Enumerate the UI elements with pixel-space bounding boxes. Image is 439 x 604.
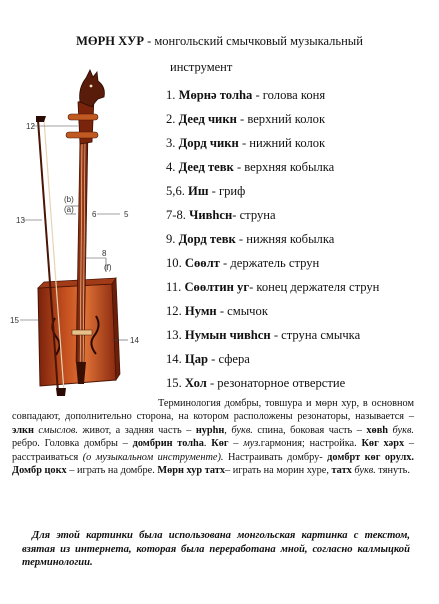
title-bold: МӨРН ХУР — [76, 34, 144, 48]
page-title-line2: инструмент — [170, 60, 233, 74]
figure-label-b: (b) — [64, 195, 74, 204]
part-term: Хол — [184, 376, 207, 390]
figure-label-14: 14 — [130, 336, 139, 345]
horse-head — [80, 70, 105, 107]
part-term: Сөөлт — [184, 256, 220, 270]
figure-label-a: (a) — [64, 205, 74, 214]
part-item: 11. Сөөлтин уг- конец держателя струн — [166, 280, 380, 294]
morin-khuur-illustration — [0, 62, 170, 407]
terminology-paragraph: Терминология домбры, товшура и мөрн хур, в основном совпадают, дополнительно сторона, на котором расположены резонаторы, называется – элкн смыслов. живот, а задняя часть – нурһн, букв. спина, боковая часть – хөвһ букв. ребро. Головка домбры – домбрин толһа. Көг – муз.гармония; настройка. Көг хәрх – расстраиваться (о музыкальном инструменте). Настраивать домбру- домбрт көг орулх. Домбр цокх – играть на домбре. Мөрн хур татх– играть на морин хуре, татх букв. тянуть. — [12, 398, 414, 477]
part-item: 5,6. Иш - гриф — [166, 184, 246, 198]
figure-label-13: 13 — [16, 216, 25, 225]
part-term: Деед чикн — [178, 112, 237, 126]
part-item: 15. Хол - резонаторное отверстие — [166, 376, 346, 390]
upper-peg — [68, 114, 98, 120]
part-term: Чивһсн — [189, 208, 233, 222]
part-term: Дорд тевк — [178, 232, 236, 246]
part-item: 2. Деед чикн - верхний колок — [166, 112, 326, 126]
part-term: Деед тевк — [178, 160, 234, 174]
figure-label-15: 15 — [10, 316, 19, 325]
page-title — [0, 34, 439, 49]
part-item: 14. Цар - сфера — [166, 352, 250, 366]
part-term: Сөөлтин уг — [184, 280, 250, 294]
figure-label-8: 8 — [102, 249, 107, 258]
part-item: 13. Нумын чивһсн - струна смычка — [166, 328, 361, 342]
part-term: Иш — [188, 184, 209, 198]
part-term: Цар — [184, 352, 209, 366]
figure-label-f: (f) — [104, 263, 112, 272]
figure-label-5: 5 — [124, 210, 129, 219]
title-rest: - монгольский смычковый музыкальный — [143, 34, 363, 48]
lower-bridge — [72, 330, 92, 335]
part-term: Мөрнә толһа — [178, 88, 253, 102]
lower-peg — [66, 132, 98, 138]
instrument-svg — [0, 62, 170, 407]
source-note: Для этой картинки была использована монгольская картинка с текстом, взятая из интернета, которая была переработана мной, согласно калмыцкой терминологии. — [22, 530, 410, 569]
part-term: Дорд чикн — [178, 136, 239, 150]
figure-label-12: 12 — [26, 122, 35, 131]
figure-label-6: 6 — [92, 210, 97, 219]
part-item: 4. Деед тевк - верхняя кобылка — [166, 160, 335, 174]
part-item: 12. Нумн - смычок — [166, 304, 268, 318]
part-term: Нумн — [184, 304, 217, 318]
part-item: 7-8. Чивһсн- струна — [166, 208, 276, 222]
part-item: 1. Мөрнә толһа - голова коня — [166, 88, 326, 102]
part-item: 3. Дорд чикн - нижний колок — [166, 136, 326, 150]
part-item: 10. Сөөлт - держатель струн — [166, 256, 320, 270]
part-item: 9. Дорд тевк - нижняя кобылка — [166, 232, 335, 246]
part-term: Нумын чивһсн — [184, 328, 271, 342]
